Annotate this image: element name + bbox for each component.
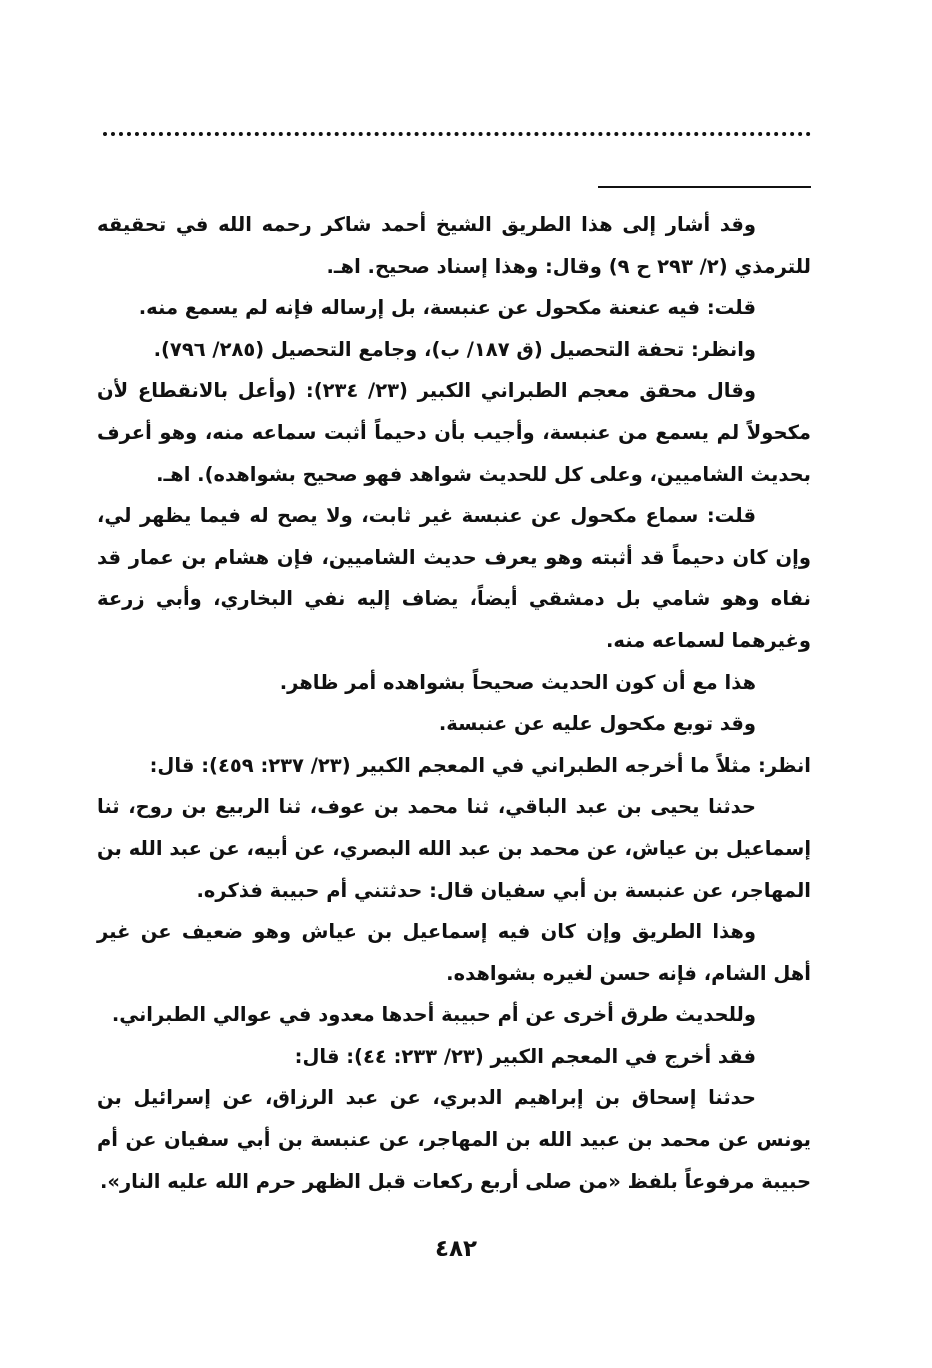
paragraph: هذا مع أن كون الحديث صحيحاً بشواهده أمر ظاهر.	[279, 670, 756, 694]
page-number: ٤٨٢	[434, 1236, 478, 1262]
footnote-body	[97, 204, 811, 1202]
paragraph: وانظر: تحفة التحصيل (ق ١٨٧/ ب)، وجامع التحصيل (٢٨٥/ ٧٩٦).	[153, 337, 756, 361]
footnote-rule	[598, 186, 811, 188]
paragraph: وقد أشار إلى هذا الطريق الشيخ أحمد شاكر رحمه الله في تحقيقه للترمذي (٢/ ٢٩٣ ح ٩) وقال: وهذا إسناد صحيح. اهـ.	[97, 213, 811, 278]
paragraph: قلت: فيه عنعنة مكحول عن عنبسة، بل إرساله فإنه لم يسمع منه.	[138, 296, 756, 320]
footnote-dotted-separator	[103, 132, 811, 136]
paragraph: قلت: سماع مكحول عن عنبسة غير ثابت، ولا يصح له فيما يظهر لي، وإن كان دحيماً قد أثبته وهو يعرف حديث الشاميين، فإن هشام بن عمار قد نفاه وهو شامي بل دمشقي أيضاً، يضاف إليه نفي البخاري، وأبي زرعة وغيرهما لسماعه منه.	[97, 504, 811, 652]
paragraph: حدثنا إسحاق بن إبراهيم الدبري، عن عبد الرزاق، عن إسرائيل بن يونس عن محمد بن عبيد الله بن المهاجر، عن عنبسة بن أبي سفيان عن أم حبيبة مرفوعاً بلفظ «من صلى أربع ركعات قبل الظهر حرم الله عليه النار».	[97, 1086, 811, 1193]
paragraph: انظر: مثلاً ما أخرجه الطبراني في المعجم الكبير (٢٣/ ٢٣٧: ٤٥٩): قال:	[149, 753, 811, 777]
paragraph: وقال محقق معجم الطبراني الكبير (٢٣/ ٢٣٤): (وأعل بالانقطاع لأن مكحولاً لم يسمع من عنبسة، وأجيب بأن دحيماً أثبت سماعه منه، وهو أعرف بحديث الشاميين، وعلى كل للحديث شواهد فهو صحيح بشواهده). اهـ.	[97, 379, 811, 486]
paragraph: حدثنا يحيى بن عبد الباقي، ثنا محمد بن عوف، ثنا الربيع بن روح، ثنا إسماعيل بن عياش، عن محمد بن عبد الله البصري، عن أبيه، عن عبد الله بن المهاجر، عن عنبسة بن أبي سفيان قال: حدثتني أم حبيبة فذكره.	[97, 795, 811, 902]
paragraph: وللحديث طرق أخرى عن أم حبيبة أحدها معدود في عوالي الطبراني.	[111, 1003, 756, 1027]
paragraph: وهذا الطريق وإن كان فيه إسماعيل بن عياش وهو ضعيف عن غير أهل الشام، فإنه حسن لغيره بشواهده.	[97, 920, 811, 985]
paragraph: فقد أخرج في المعجم الكبير (٢٣/ ٢٣٣: ٤٤): قال:	[294, 1044, 756, 1068]
paragraph: وقد توبع مكحول عليه عن عنبسة.	[438, 712, 756, 736]
